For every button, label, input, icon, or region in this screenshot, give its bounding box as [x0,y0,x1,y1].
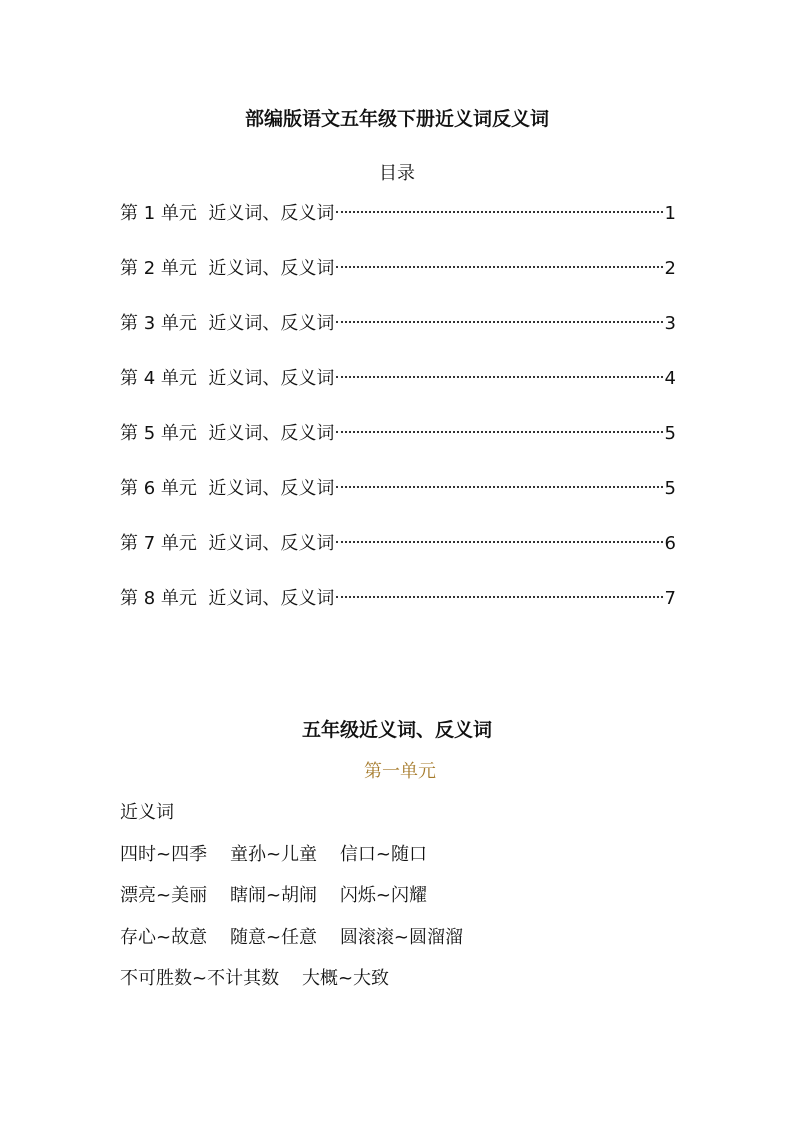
toc-heading: 目录 [379,163,415,184]
word-pairs-line: 漂亮~美丽 瞎闹~胡闹 闪烁~闪耀 [120,885,428,906]
toc-dot-leader [336,321,662,323]
toc-entry[interactable] [120,255,676,310]
toc-entry-page: 7 [664,588,676,609]
toc-dot-leader [336,486,662,488]
word-pairs-line: 不可胜数~不计其数 大概~大致 [120,968,390,989]
toc-entry-label: 第 2 单元 近义词、反义词 [120,258,335,279]
toc-entry-label: 第 5 单元 近义词、反义词 [120,423,335,444]
toc-entry-page: 5 [664,478,676,499]
toc-dot-leader [336,211,662,213]
toc-entry-label: 第 7 单元 近义词、反义词 [120,533,335,554]
document-title: 部编版语文五年级下册近义词反义词 [244,108,549,130]
word-list [120,799,463,1007]
toc-entry[interactable] [120,310,676,365]
toc-entry-page: 3 [664,313,676,334]
toc-entry-page: 1 [664,203,676,224]
toc-entry-page: 4 [664,368,676,389]
toc-entry[interactable] [120,475,676,530]
word-pairs-line: 存心~故意 随意~任意 圆滚滚~圆溜溜 [120,926,464,948]
toc-entry-page: 6 [664,533,676,554]
table-of-contents [120,200,676,640]
toc-entry[interactable] [120,200,676,255]
unit-heading: 第一单元 [364,761,436,782]
toc-entry[interactable] [120,585,676,640]
toc-entry-page: 5 [664,423,676,444]
toc-entry[interactable] [120,530,676,585]
section-title: 五年级近义词、反义词 [301,719,492,741]
toc-entry-page: 2 [664,258,676,279]
synonym-heading: 近义词 [120,802,174,823]
toc-entry-label: 第 4 单元 近义词、反义词 [120,368,335,389]
toc-entry-label: 第 8 单元 近义词、反义词 [120,588,335,609]
toc-entry[interactable] [120,365,676,420]
toc-entry-label: 第 1 单元 近义词、反义词 [120,203,335,224]
toc-entry[interactable] [120,420,676,475]
toc-dot-leader [336,431,662,433]
toc-entry-label: 第 3 单元 近义词、反义词 [120,313,335,334]
word-pairs-line: 四时~四季 童孙~儿童 信口~随口 [120,843,428,865]
toc-entry-label: 第 6 单元 近义词、反义词 [120,478,335,499]
toc-dot-leader [336,596,662,598]
toc-dot-leader [336,266,662,268]
toc-dot-leader [336,376,662,378]
toc-dot-leader [336,541,662,543]
